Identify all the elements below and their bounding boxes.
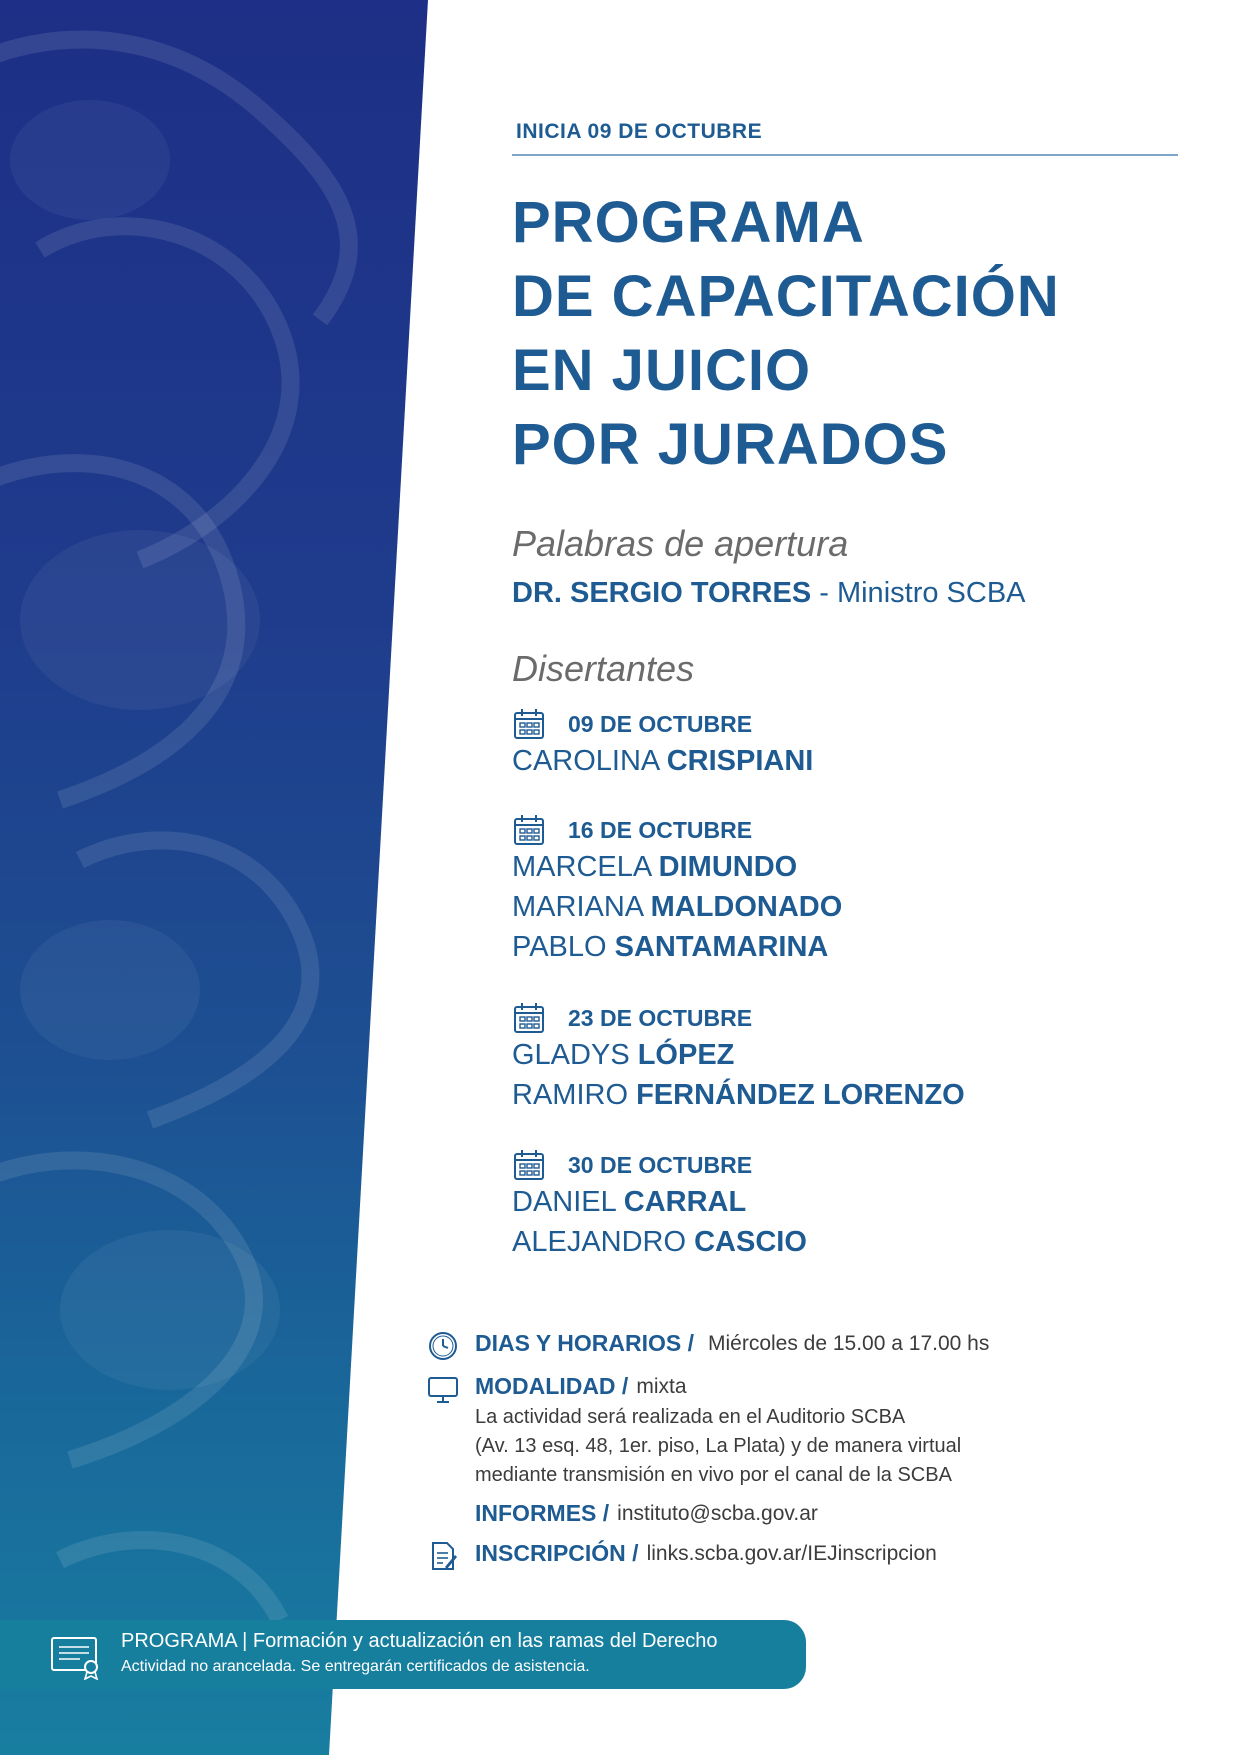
schedule-date: 30 DE OCTUBRE [568, 1151, 753, 1178]
speaker-last-name: CASCIO [694, 1226, 807, 1258]
calendar-icon [512, 813, 546, 847]
title-line: POR JURADOS [512, 412, 949, 477]
speaker-last-name: SANTAMARINA [614, 931, 829, 963]
schedule-date: 16 DE OCTUBRE [568, 816, 753, 843]
clock-icon [427, 1330, 459, 1362]
title-line: PROGRAMA [512, 190, 865, 255]
schedule-date: 09 DE OCTUBRE [568, 710, 753, 737]
certificate-icon [50, 1634, 104, 1680]
schedule-info-value: Miércoles de 15.00 a 17.00 hs [707, 1332, 990, 1355]
speaker-first-name: RAMIRO [512, 1079, 637, 1111]
monitor-icon [427, 1373, 459, 1405]
program-title [512, 186, 1060, 482]
calendar-icon [512, 707, 546, 741]
mode-description-line: (Av. 13 esq. 48, 1er. piso, La Plata) y de manera virtual [475, 1435, 962, 1457]
speaker-name [512, 1222, 807, 1262]
schedule-day [512, 1148, 807, 1262]
signup-info-row [427, 1540, 937, 1572]
speaker-name [512, 741, 813, 781]
reports-info-row [427, 1500, 818, 1527]
speaker-name [512, 887, 842, 927]
speaker-name [512, 1035, 965, 1075]
schedule-day [512, 813, 842, 967]
signup-link[interactable]: links.scba.gov.ar/IEJinscripcion [646, 1542, 937, 1565]
speaker-last-name: LÓPEZ [637, 1039, 735, 1071]
speaker-first-name: MARIANA [512, 891, 651, 923]
opening-speaker [512, 577, 1026, 610]
reports-email[interactable]: instituto@scba.gov.ar [617, 1502, 818, 1525]
mode-info-row [427, 1373, 687, 1405]
calendar-icon [512, 1148, 546, 1182]
mode-description-line: La actividad será realizada en el Auditorio SCBA [475, 1406, 906, 1428]
speaker-last-name: DIMUNDO [658, 851, 798, 883]
speaker-name [512, 847, 842, 887]
footer-note-line: Actividad no arancelada. Se entregarán certificados de asistencia. [121, 1658, 590, 1675]
opening-speaker-role: - Ministro SCBA [811, 577, 1026, 609]
footer-program-line: PROGRAMA | Formación y actualización en las ramas del Derecho [121, 1630, 718, 1652]
speaker-first-name: ALEJANDRO [512, 1226, 695, 1258]
speaker-first-name: GLADYS [512, 1039, 638, 1071]
speaker-first-name: DANIEL [512, 1186, 624, 1218]
opening-speaker-name: DR. SERGIO TORRES [512, 577, 812, 609]
speaker-last-name: MALDONADO [650, 891, 843, 923]
speaker-name [512, 1075, 965, 1115]
start-date-kicker: INICIA 09 DE OCTUBRE [516, 120, 763, 143]
mode-description [475, 1403, 961, 1490]
speaker-first-name: CAROLINA [512, 745, 667, 777]
speakers-label: Disertantes [512, 648, 695, 689]
speaker-name [512, 927, 842, 967]
speaker-last-name: FERNÁNDEZ LORENZO [636, 1079, 965, 1111]
speaker-last-name: CARRAL [623, 1186, 747, 1218]
reports-info-key: INFORMES / [475, 1500, 610, 1526]
signup-info-key: INSCRIPCIÓN / [475, 1540, 639, 1566]
calendar-icon [512, 1001, 546, 1035]
speaker-first-name: PABLO [512, 931, 615, 963]
kicker-divider [512, 154, 1178, 156]
speaker-first-name: MARCELA [512, 851, 659, 883]
program-footer-bar [0, 1620, 806, 1689]
title-line: DE CAPACITACIÓN [512, 264, 1060, 329]
schedule-info-row [427, 1330, 989, 1362]
schedule-day [512, 707, 813, 781]
mode-info-value: mixta [636, 1375, 687, 1398]
mode-description-line: mediante transmisión en vivo por el canal de la SCBA [475, 1464, 952, 1486]
title-line: EN JUICIO [512, 338, 812, 403]
form-icon [427, 1540, 459, 1572]
mode-info-key: MODALIDAD / [475, 1373, 629, 1399]
schedule-date: 23 DE OCTUBRE [568, 1004, 753, 1031]
opening-label: Palabras de apertura [512, 523, 849, 564]
schedule-info-key: DIAS Y HORARIOS / [475, 1330, 694, 1356]
statue-relief-image [0, 0, 440, 1755]
speaker-last-name: CRISPIANI [666, 745, 814, 777]
schedule-day [512, 1001, 965, 1115]
speaker-name [512, 1182, 807, 1222]
